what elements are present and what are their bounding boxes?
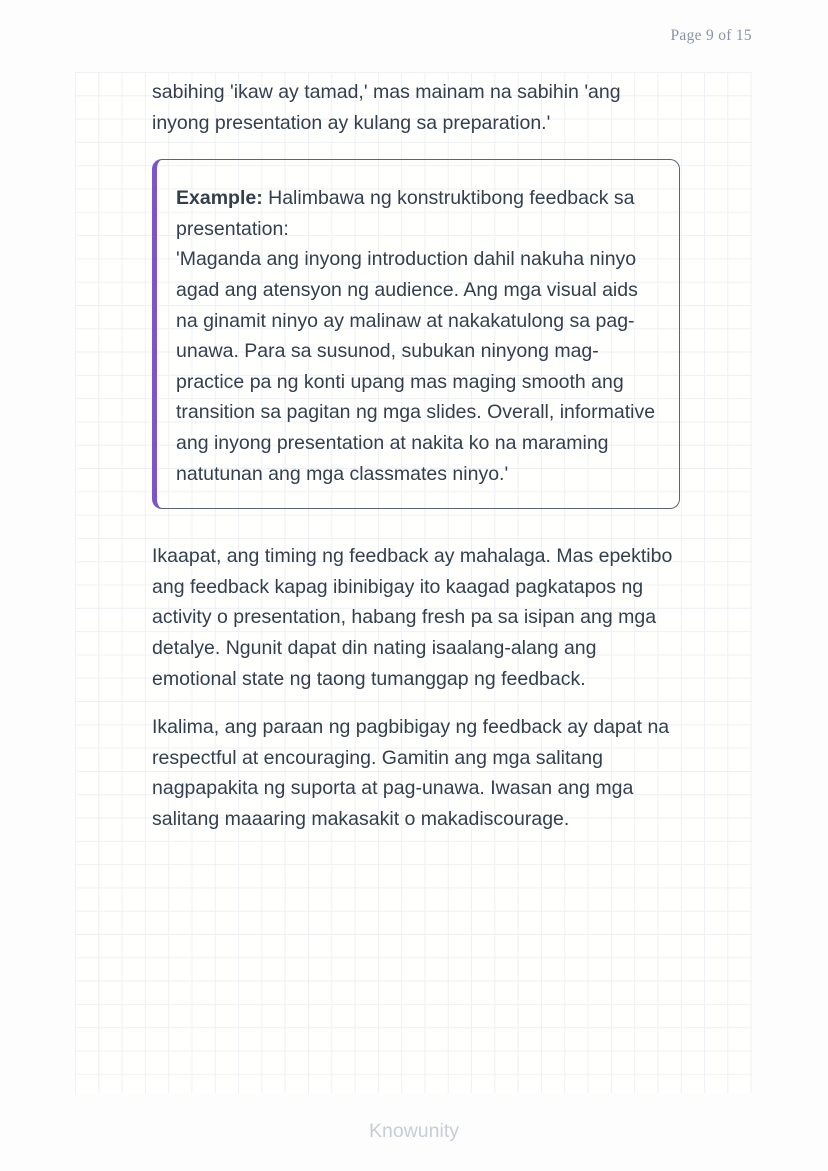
example-box (152, 159, 680, 509)
example-quote: 'Maganda ang inyong introduction dahil nakuha ninyo agad ang atensyon ng audience. Ang mga visual aids na ginamit ninyo ay malinaw at nakakatulong sa pag-unawa. Para sa susunod, subukan ninyong mag-practice pa ng konti upang mas maging smooth ang transition sa pagitan ng mga slides. Overall, informative ang inyong presentation at nakita ko na maraming natutunan ang mga classmates ninyo.' (176, 248, 656, 485)
footer-brand: Knowunity (369, 1120, 459, 1142)
paragraph-intro: sabihing 'ikaw ay tamad,' mas mainam na sabihin 'ang inyong presentation ay kulang sa preparation.' (152, 81, 621, 134)
paragraph-ikaapat: Ikaapat, ang timing ng feedback ay mahalaga. Mas epektibo ang feedback kapag ibinibigay ito kaagad pagkatapos ng activity o presentation, habang fresh pa sa isipan ang mga detalye. Ngunit dapat din nating isaalang-alang ang emotional state ng taong tumanggap ng feedback. (152, 545, 673, 690)
page-number: Page 9 of 15 (670, 27, 752, 44)
paragraph-ikalima: Ikalima, ang paraan ng pagbibigay ng feedback ay dapat na respectful at encouraging. Gamitin ang mga salitang nagpapakita ng suporta at pag-unawa. Iwasan ang mga salitang maaaring makasakit o makadiscourage. (152, 716, 670, 830)
page-content (75, 72, 752, 834)
grid-notes-paper (75, 72, 752, 1093)
example-label: Example: (176, 187, 263, 210)
example-intro-text: Halimbawa ng konstruktibong feedback sa presentation: (176, 187, 635, 240)
example-box-heading (176, 183, 661, 244)
